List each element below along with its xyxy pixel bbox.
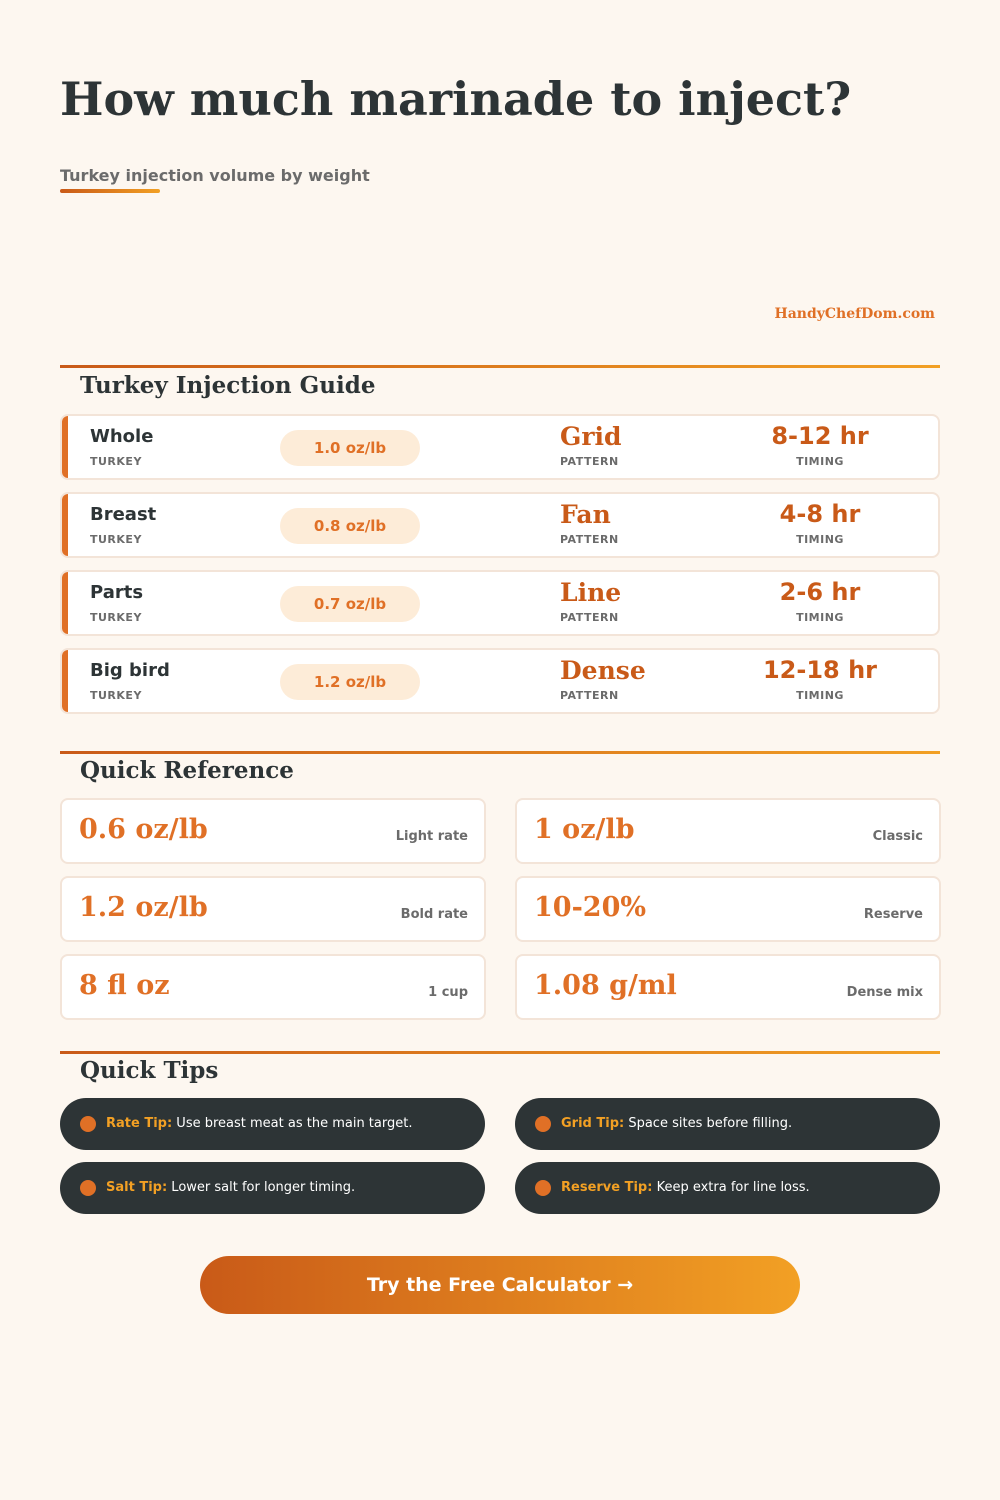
reference-card (60, 954, 486, 1020)
reference-card (60, 798, 486, 864)
reference-label: Bold rate (400, 907, 468, 922)
reference-card (515, 954, 941, 1020)
bullet-dot-icon (80, 1116, 96, 1132)
reference-value: 1.08 g/ml (534, 970, 677, 1001)
tip-text: Use breast meat as the main target. (172, 1116, 413, 1131)
reference-label: Light rate (395, 829, 468, 844)
reference-value: 1 oz/lb (534, 814, 635, 845)
row-accent-bar (62, 572, 68, 634)
guide-row-whole (60, 414, 940, 480)
row-pattern: Dense (560, 656, 646, 685)
row-name: Big bird (90, 660, 170, 681)
bullet-dot-icon (535, 1116, 551, 1132)
row-pattern-sub: PATTERN (560, 611, 619, 624)
reference-label: 1 cup (428, 985, 468, 1000)
subtitle-underline (60, 189, 160, 193)
calculator-cta-button[interactable]: Try the Free Calculator → (200, 1256, 800, 1314)
tips-title: Quick Tips (80, 1057, 219, 1084)
row-pattern-sub: PATTERN (560, 533, 619, 546)
rate-pill: 0.8 oz/lb (280, 508, 420, 544)
row-pattern-sub: PATTERN (560, 455, 619, 468)
tip-grid (515, 1098, 940, 1150)
reference-label: Reserve (863, 907, 923, 922)
row-accent-bar (62, 650, 68, 712)
row-name-sub: TURKEY (90, 611, 142, 624)
guide-title: Turkey Injection Guide (80, 372, 376, 399)
tips-divider (60, 1051, 940, 1054)
page-title: How much marinade to inject? (60, 72, 852, 126)
reference-card (515, 876, 941, 942)
reference-card (515, 798, 941, 864)
page-subtitle: Turkey injection volume by weight (60, 166, 370, 185)
row-timing-sub: TIMING (796, 455, 844, 468)
tip-label: Reserve Tip: (561, 1180, 653, 1195)
brand-link[interactable]: HandyChefDom.com (774, 306, 935, 322)
row-name-sub: TURKEY (90, 689, 142, 702)
reference-value: 1.2 oz/lb (79, 892, 208, 923)
tip-label: Rate Tip: (106, 1116, 173, 1131)
bullet-dot-icon (80, 1180, 96, 1196)
reference-label: Dense mix (846, 985, 923, 1000)
reference-divider (60, 751, 940, 754)
row-timing: 8-12 hr (771, 422, 869, 450)
row-pattern-sub: PATTERN (560, 689, 619, 702)
tip-rate (60, 1098, 485, 1150)
tip-label: Grid Tip: (561, 1116, 625, 1131)
reference-title: Quick Reference (80, 757, 294, 784)
rate-pill: 0.7 oz/lb (280, 586, 420, 622)
bullet-dot-icon (535, 1180, 551, 1196)
reference-value: 8 fl oz (79, 970, 170, 1001)
reference-value: 0.6 oz/lb (79, 814, 208, 845)
row-name: Breast (90, 504, 157, 525)
reference-card (60, 876, 486, 942)
row-timing: 4-8 hr (779, 500, 861, 528)
row-timing-sub: TIMING (796, 533, 844, 546)
guide-row-breast (60, 492, 940, 558)
row-pattern: Grid (560, 422, 622, 451)
tip-text: Lower salt for longer timing. (167, 1180, 356, 1195)
row-pattern: Fan (560, 500, 611, 529)
row-accent-bar (62, 494, 68, 556)
reference-value: 10-20% (534, 892, 647, 923)
row-accent-bar (62, 416, 68, 478)
reference-label: Classic (872, 829, 923, 844)
tip-label: Salt Tip: (106, 1180, 168, 1195)
guide-row-big-bird (60, 648, 940, 714)
row-timing-sub: TIMING (796, 611, 844, 624)
row-timing: 2-6 hr (779, 578, 861, 606)
row-pattern: Line (560, 578, 622, 607)
row-timing-sub: TIMING (796, 689, 844, 702)
guide-row-parts (60, 570, 940, 636)
row-timing: 12-18 hr (762, 656, 878, 684)
tip-text: Keep extra for line loss. (652, 1180, 810, 1195)
tip-reserve (515, 1162, 940, 1214)
tip-text: Space sites before filling. (624, 1116, 793, 1131)
row-name: Whole (90, 426, 154, 447)
guide-divider (60, 365, 940, 368)
row-name-sub: TURKEY (90, 533, 142, 546)
rate-pill: 1.0 oz/lb (280, 430, 420, 466)
row-name: Parts (90, 582, 144, 603)
row-name-sub: TURKEY (90, 455, 142, 468)
rate-pill: 1.2 oz/lb (280, 664, 420, 700)
tip-salt (60, 1162, 485, 1214)
